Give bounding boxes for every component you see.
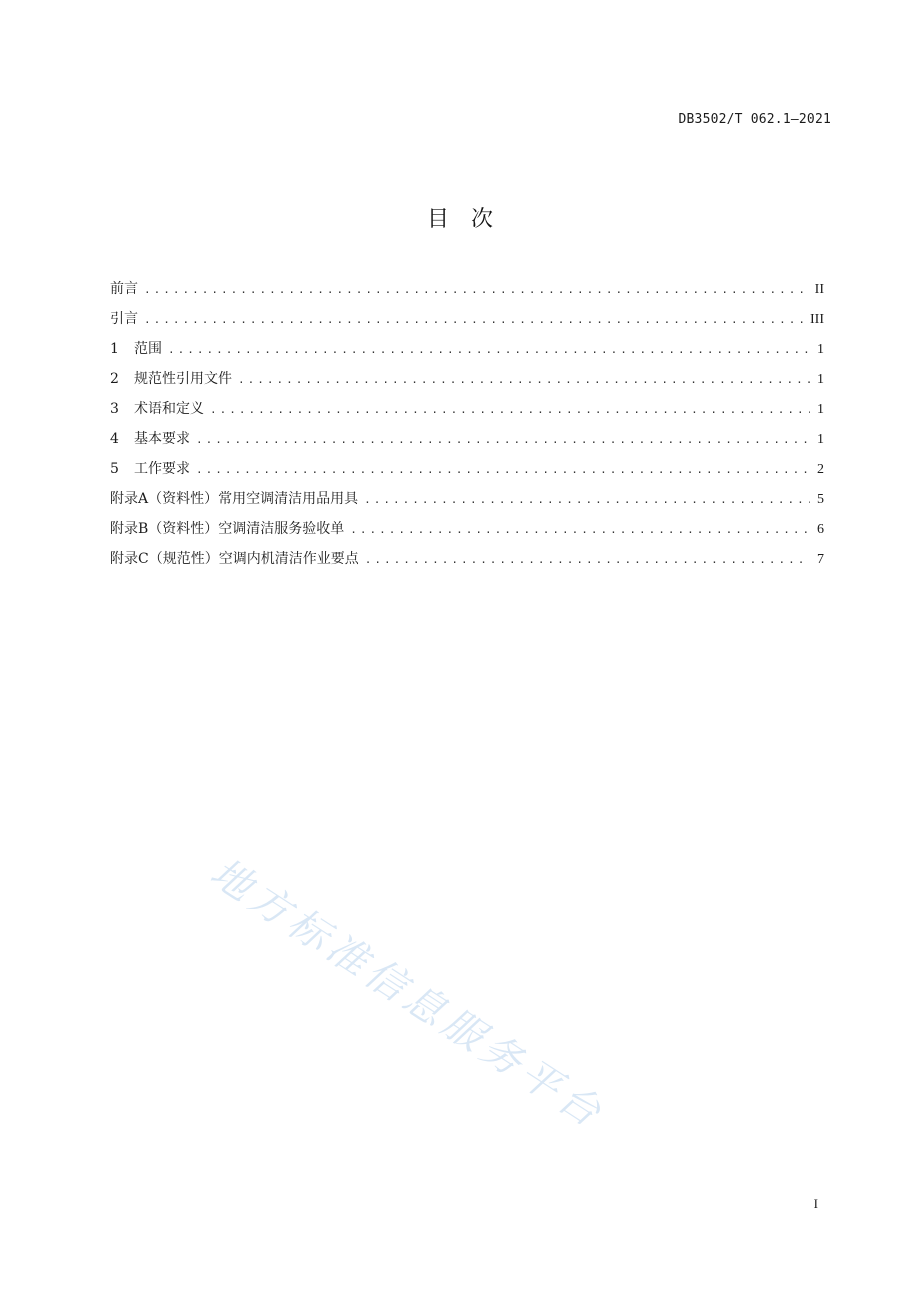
toc-entry-number: 3 [110,401,119,417]
toc-entry-page: 2 [817,462,824,477]
toc-entry-normative-references[interactable] [110,368,824,398]
toc-appendix-id: 附录C [110,551,149,567]
toc-entry-page: 6 [817,522,824,537]
toc-entry-label: 空调清洁服务验收单 [218,521,345,537]
toc-appendix-id: 附录A [110,491,149,507]
toc-entry-label: 术语和定义 [134,401,204,417]
toc-entry-page: 1 [817,342,824,357]
toc-entry-foreword[interactable] [110,278,824,308]
toc-leader-dots [210,399,810,421]
toc-entry-page: 1 [817,432,824,447]
toc-leader-dots [144,309,804,331]
toc-leader-dots [196,459,810,481]
document-code: DB3502/T 062.1—2021 [678,112,831,127]
page-title: 目次 [426,207,515,232]
toc-entry-number: 5 [110,461,119,477]
toc-leader-dots [350,519,810,541]
toc-entry-number: 4 [110,431,119,447]
toc-appendix-kind: （资料性） [148,491,219,507]
toc-entry-page: III [810,312,824,327]
toc-appendix-kind: （资料性） [148,521,219,537]
table-of-contents [110,278,824,578]
toc-entry-page: 1 [817,372,824,387]
toc-entry-label: 常用空调清洁用品用具 [218,491,359,507]
toc-leader-dots [168,339,810,361]
toc-entry-appendix-a[interactable] [110,488,824,518]
toc-entry-page: 7 [817,552,824,567]
toc-entry-work-requirements[interactable] [110,458,824,488]
toc-entry-scope[interactable] [110,338,824,368]
toc-entry-label: 空调内机清洁作业要点 [218,551,359,567]
toc-entry-page: 5 [817,492,824,507]
toc-entry-introduction[interactable] [110,308,824,338]
toc-entry-label: 规范性引用文件 [134,371,232,387]
toc-entry-basic-requirements[interactable] [110,428,824,458]
toc-entry-label: 基本要求 [134,431,190,447]
toc-entry-number: 2 [110,371,119,387]
toc-entry-label: 范围 [134,341,162,357]
toc-entry-label: 引言 [110,311,138,327]
page-number: I [813,1196,818,1211]
toc-appendix-id: 附录B [110,521,149,537]
toc-entry-page: 1 [817,402,824,417]
toc-leader-dots [365,549,810,571]
toc-entry-page: II [814,282,824,297]
toc-entry-appendix-b[interactable] [110,518,824,548]
toc-leader-dots [144,279,809,301]
toc-appendix-kind: （规范性） [148,551,219,567]
toc-entry-label: 前言 [110,281,138,297]
watermark: 地方标准信息服务平台 [202,849,613,1139]
toc-leader-dots [364,489,810,511]
toc-entry-number: 1 [110,341,119,357]
toc-entry-label: 工作要求 [134,461,190,477]
toc-entry-appendix-c[interactable] [110,548,824,578]
toc-leader-dots [238,369,810,391]
toc-leader-dots [196,429,810,451]
toc-entry-terms-definitions[interactable] [110,398,824,428]
